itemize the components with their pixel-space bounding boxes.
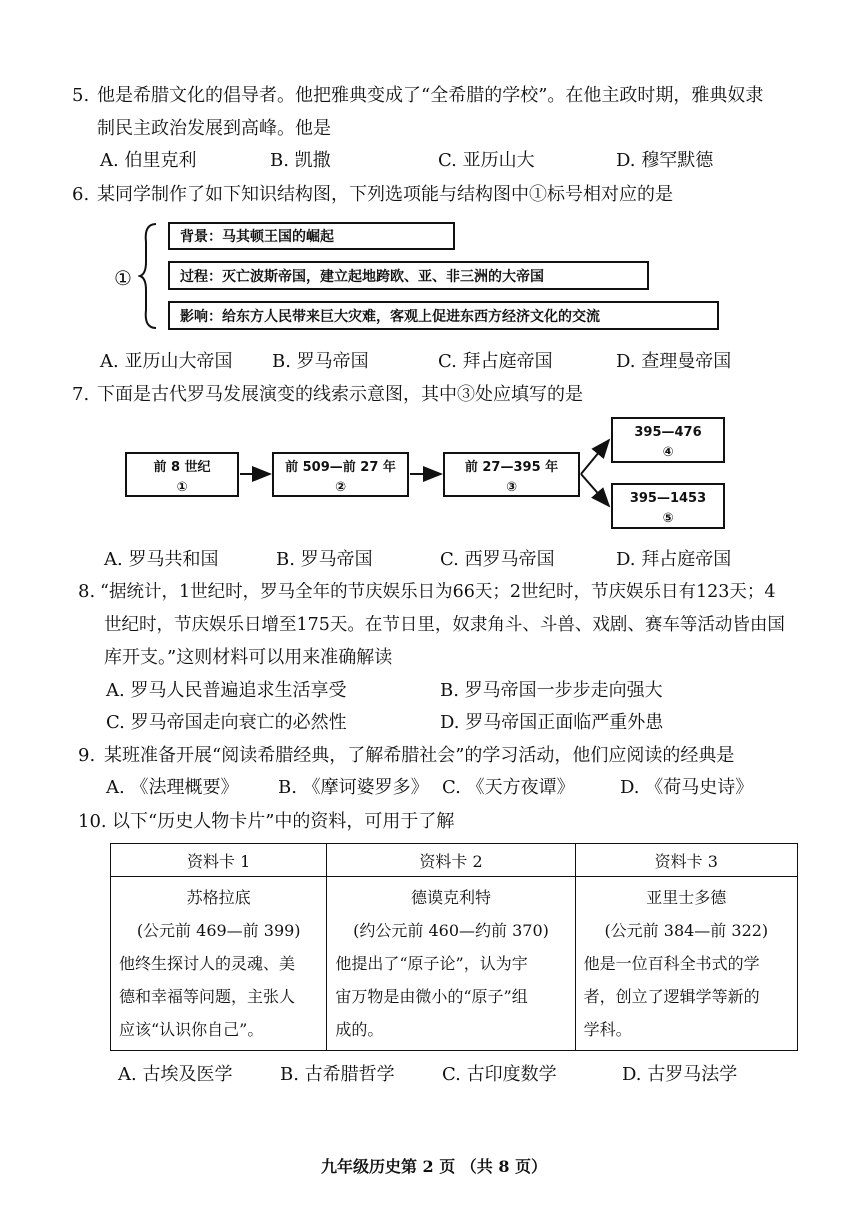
q6-box-process-text: 过程：灭亡波斯帝国，建立起地跨欧、亚、非三洲的大帝国: [180, 268, 544, 285]
q6-box-background: [168, 222, 455, 250]
flow-box-3-period: 前 27—395 年: [464, 460, 559, 475]
q5-option-c: C. 亚历山大: [438, 150, 535, 171]
q6-option-d: D. 查理曼帝国: [616, 351, 732, 372]
card-2-desc-line1: 他提出了“原子论”，认为宇: [335, 954, 528, 973]
q8-stem-line2: 世纪时，节庆娱乐日增至175天。在节日里，奴隶角斗、斗兽、戏剧、赛车等活动皆由国: [104, 615, 785, 635]
card-2-header: 资料卡 2: [327, 844, 575, 877]
card-1-name: 苏格拉底: [186, 888, 251, 907]
flow-box-2-mark: ②: [334, 480, 346, 495]
flow-box-4-mark: ④: [662, 445, 674, 460]
q10-option-b: B. 古希腊哲学: [280, 1064, 395, 1085]
q6-number: 6.: [72, 184, 90, 205]
q8-option-c: C. 罗马帝国走向衰亡的必然性: [106, 712, 347, 733]
flow-box-5: [611, 483, 725, 529]
q9-option-d: D. 《荷马史诗》: [620, 777, 754, 798]
q6-box-process: [168, 261, 649, 290]
flow-box-1-period: 前 8 世纪: [153, 460, 211, 475]
q7-stem: 下面是古代罗马发展演变的线索示意图，其中③处应填写的是: [97, 384, 583, 405]
flow-arrow-4: [581, 474, 609, 506]
q9-option-c: C. 《天方夜谭》: [442, 777, 575, 798]
card-2-body: [327, 877, 575, 1051]
flow-box-2-period: 前 509—前 27 年: [285, 460, 396, 475]
q8-stem-line1: “据统计，1世纪时，罗马全年的节庆娱乐日为66天；2世纪时，节庆娱乐日有123天；4: [100, 582, 776, 602]
q6-option-b: B. 罗马帝国: [272, 351, 369, 372]
q9-option-a: A. 《法理概要》: [106, 777, 239, 798]
q6-box-background-text: 背景：马其顿王国的崛起: [180, 229, 334, 245]
card-3-header: 资料卡 3: [575, 844, 797, 877]
flow-box-5-mark: ⑤: [662, 511, 674, 526]
flow-box-3-mark: ③: [505, 480, 517, 495]
q7-option-d: D. 拜占庭帝国: [616, 549, 732, 570]
flow-box-4-period: 395—476: [634, 425, 702, 440]
q10-number: 10.: [78, 811, 107, 832]
q5-stem-line2: 制民主政治发展到高峰。他是: [97, 118, 331, 139]
card-1-header: 资料卡 1: [111, 844, 327, 877]
q6-stem: 某同学制作了如下知识结构图，下列选项能与结构图中①标号相对应的是: [97, 184, 673, 205]
q8-option-b: B. 罗马帝国一步步走向强大: [440, 680, 663, 701]
q10-stem: 以下“历史人物卡片”中的资料，可用于了解: [112, 811, 455, 832]
q10-option-c: C. 古印度数学: [442, 1064, 557, 1085]
card-1-desc-line3: 应该“认识你自己”。: [119, 1020, 264, 1039]
q5-option-a: A. 伯里克利: [100, 150, 197, 171]
q5-option-d: D. 穆罕默德: [616, 150, 714, 171]
q6-option-c: C. 拜占庭帝国: [438, 351, 553, 372]
q8-number: 8.: [78, 581, 96, 602]
card-3-desc-line3: 学科。: [583, 1020, 632, 1039]
card-3-desc-line1: 他是一位百科全书式的学: [583, 954, 760, 973]
flow-box-4: [611, 417, 725, 463]
flow-arrows: [236, 410, 616, 535]
q7-option-a: A. 罗马共和国: [104, 549, 219, 570]
q8-option-d: D. 罗马帝国正面临严重外患: [440, 712, 664, 733]
flow-arrow-3: [581, 440, 609, 474]
card-3-desc-line2: 者，创立了逻辑学等新的: [583, 987, 760, 1006]
card-1-body: [111, 877, 327, 1051]
q9-stem: 某班准备开展“阅读希腊经典，了解希腊社会”的学习活动，他们应阅读的经典是: [104, 745, 735, 766]
q6-marker: ①: [114, 266, 132, 290]
q6-box-impact-text: 影响：给东方人民带来巨大灾难，客观上促进东西方经济文化的交流: [180, 308, 600, 325]
q10-option-d: D. 古罗马法学: [622, 1064, 738, 1085]
flow-box-5-period: 395—1453: [629, 491, 707, 506]
card-3-body: [575, 877, 797, 1051]
q6-option-a: A. 亚历山大帝国: [100, 351, 233, 372]
q8-stem-line3: 库开支。”这则材料可以用来准确解读: [104, 647, 393, 668]
card-1-desc-line1: 他终生探讨人的灵魂、美: [119, 954, 296, 973]
flow-box-1-mark: ①: [176, 480, 188, 495]
q7-option-b: B. 罗马帝国: [276, 549, 373, 570]
q7-option-c: C. 西罗马帝国: [440, 549, 555, 570]
card-2-desc-line3: 成的。: [335, 1020, 384, 1039]
page-footer: 九年级历史第 2 页 （共 8 页）: [320, 1157, 548, 1176]
q6-box-impact: [168, 301, 719, 330]
card-3-name: 亚里士多德: [646, 888, 727, 907]
q9-number: 9.: [78, 745, 96, 766]
q5-stem-line1: 他是希腊文化的倡导者。他把雅典变成了“全希腊的学校”。在他主政时期，雅典奴隶: [97, 85, 764, 106]
card-1-dates: (公元前 469—前 399): [136, 921, 301, 940]
person-cards-table: [110, 843, 798, 1051]
card-2-desc-line2: 宙万物是由微小的“原子”组: [335, 987, 528, 1006]
q10-option-a: A. 古埃及医学: [118, 1064, 233, 1085]
flow-box-1: [125, 452, 239, 497]
card-2-dates: (约公元前 460—约前 370): [353, 921, 549, 940]
q5-option-b: B. 凯撒: [270, 150, 331, 171]
q5-number: 5.: [72, 85, 90, 106]
q6-brace: [138, 222, 158, 330]
card-2-name: 德谟克利特: [410, 888, 491, 907]
q7-number: 7.: [72, 384, 90, 405]
card-1-desc-line2: 德和幸福等问题，主张人: [119, 987, 296, 1006]
q9-option-b: B. 《摩诃婆罗多》: [278, 777, 429, 798]
q8-option-a: A. 罗马人民普遍追求生活享受: [106, 680, 347, 701]
card-3-dates: (公元前 384—前 322): [604, 921, 769, 940]
